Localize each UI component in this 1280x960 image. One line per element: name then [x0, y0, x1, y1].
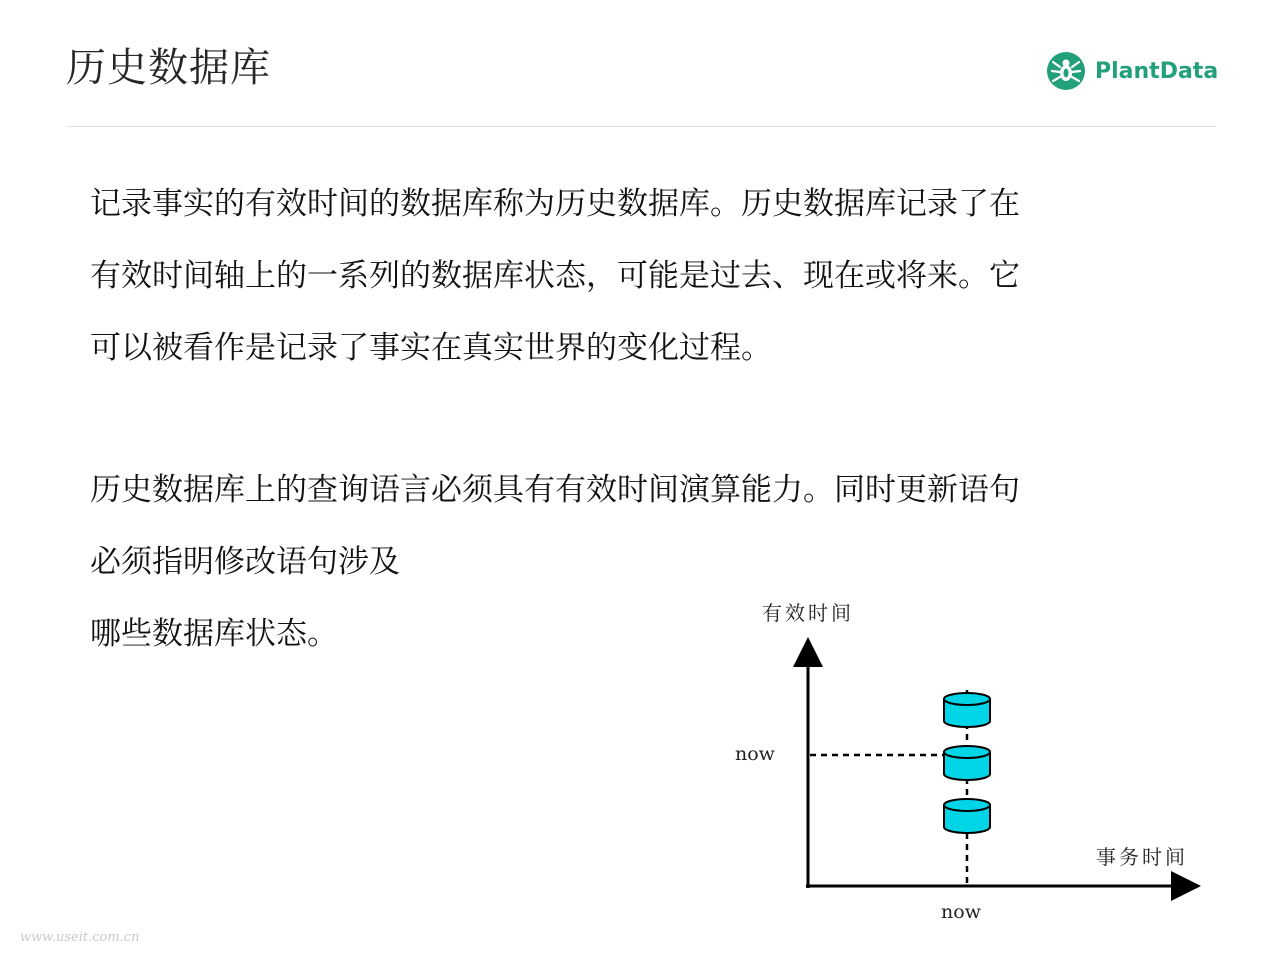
- paragraph-line: 有效时间轴上的一系列的数据库状态，可能是过去、现在或将来。它: [90, 258, 1020, 294]
- paragraph-line: 可以被看作是记录了事实在真实世界的变化过程。: [90, 330, 772, 366]
- brand-logo: [1045, 48, 1218, 94]
- x-axis-label: 事务时间: [1096, 845, 1188, 869]
- page-title: 历史数据库: [66, 45, 271, 91]
- watermark: www.useit.com.cn: [20, 930, 140, 945]
- timeline-diagram: [720, 590, 1220, 930]
- y-axis-label: 有效时间: [762, 601, 854, 625]
- paragraph-line: 必须指明修改语句涉及: [90, 544, 400, 580]
- database-cylinder: [944, 746, 990, 780]
- paragraph-1: [90, 168, 1170, 384]
- database-cylinder: [944, 693, 990, 727]
- paragraph-line: 历史数据库上的查询语言必须具有有效时间演算能力。同时更新语句: [90, 472, 1020, 508]
- paragraph-line: 哪些数据库状态。: [90, 616, 338, 652]
- paragraph-line: 记录事实的有效时间的数据库称为历史数据库。历史数据库记录了在: [90, 186, 1020, 222]
- logo-text: PlantData: [1095, 58, 1219, 84]
- spider-icon: [1045, 50, 1087, 92]
- header-divider: [66, 126, 1216, 127]
- database-cylinder: [944, 799, 990, 833]
- x-now-label: now: [941, 901, 981, 923]
- y-now-label: now: [735, 743, 775, 765]
